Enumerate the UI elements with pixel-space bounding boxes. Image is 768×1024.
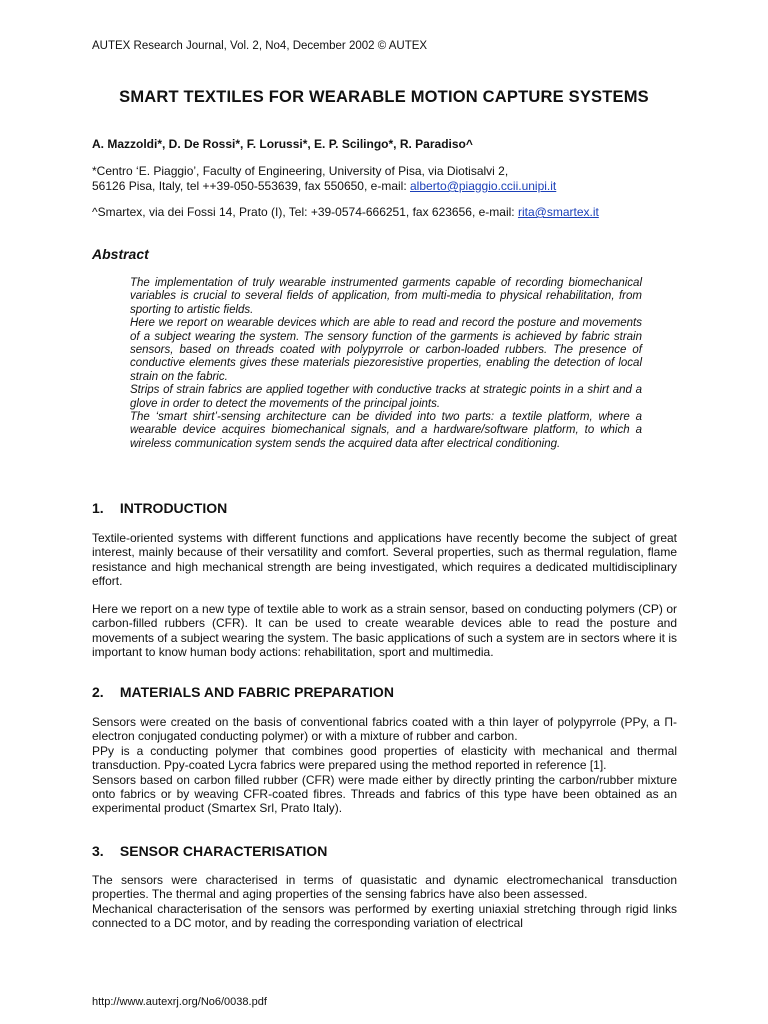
affiliation-pisa — [92, 164, 692, 194]
body-paragraph: Textile-oriented systems with different functions and applications have recently become the subject of great interest, mainly because of their versatility and comfort. Several properties, such as thermal regulation, flame resistance and high mechanical strength are being investigated, which requires a dedicated multidisciplinary effort. — [92, 531, 677, 589]
section-body-introduction — [92, 531, 677, 589]
section-body-materials — [92, 715, 677, 816]
section-heading-introduction — [92, 500, 227, 516]
section-number: 3. — [92, 843, 104, 859]
section-title: MATERIALS AND FABRIC PREPARATION — [119, 684, 394, 700]
paper-title: SMART TEXTILES FOR WEARABLE MOTION CAPTURE SYSTEMS — [119, 88, 649, 106]
section-number: 2. — [92, 684, 104, 700]
email-link-rita[interactable]: rita@smartex.it — [517, 205, 599, 219]
section-number: 1. — [92, 500, 104, 516]
section-body-characterisation — [92, 873, 677, 931]
body-paragraph: The sensors were characterised in terms of quasistatic and dynamic electromechanical transduction properties. The thermal and aging properties of the sensing fabrics have also been assessed. — [92, 873, 677, 902]
abstract-heading: Abstract — [92, 246, 149, 262]
section-title: SENSOR CHARACTERISATION — [119, 843, 328, 859]
body-paragraph: Mechanical characterisation of the sensors was performed by exerting uniaxial stretching through rigid links connected to a DC motor, and by reading the corresponding variation of electrical — [92, 901, 677, 931]
journal-header: AUTEX Research Journal, Vol. 2, No4, December 2002 © AUTEX — [92, 40, 428, 52]
abstract-paragraph: The ‘smart shirt’-sensing architecture can be divided into two parts: a textile platform, where a wearable device acquires biomechanical signals, and a hardware/software platform, to which a wireless communication system sends the acquired data after electrical conditioning. — [130, 411, 642, 450]
section-heading-characterisation — [92, 843, 327, 859]
section-heading-materials — [92, 684, 394, 700]
affiliation-pisa-contact: 56126 Pisa, Italy, tel ++39-050-553639, fax 550650, e-mail: — [92, 179, 410, 193]
email-link-alberto[interactable]: alberto@piaggio.ccii.unipi.it — [410, 179, 557, 193]
abstract-paragraph: Strips of strain fabrics are applied together with conductive tracks at strategic points in a shirt and a glove in order to detect the movements of the principal joints. — [130, 384, 642, 410]
section-body-introduction-2 — [92, 602, 677, 660]
body-paragraph: Sensors based on carbon filled rubber (CFR) were made either by directly printing the carbon/rubber mixture onto fabrics or by weaving CFR-coated fibres. Threads and fabrics of this type have been obtained as an experimental product (Smartex Srl, Prato Italy). — [92, 772, 677, 816]
abstract-paragraph: Here we report on wearable devices which are able to read and record the posture and movements of a subject wearing the system. The sensory function of the garments is achieved by fabric strain sensors, based on threads coated with polypyrrole or carbon-loaded rubbers. The presence of conductive elements gives these materials piezoresistive properties, enabling the detection of local strain on the fabric. — [130, 317, 642, 383]
footer-url[interactable]: http://www.autexrj.org/No6/0038.pdf — [92, 996, 267, 1008]
body-paragraph: PPy is a conducting polymer that combines good properties of elasticity with mechanical and thermal transduction. Ppy-coated Lycra fabrics were prepared using the method reported in reference [1]. — [92, 743, 677, 773]
affiliation-pisa-line1: *Centro ‘E. Piaggio’, Faculty of Engineering, University of Pisa, via Diotisalvi 2, — [92, 164, 509, 178]
abstract-paragraph: The implementation of truly wearable instrumented garments capable of recording biomechanical variables is crucial to several fields of application, from multi-media to physical rehabilitation, from sporting to artistic fields. — [130, 277, 642, 316]
affiliation-pisa-line2 — [92, 179, 692, 194]
body-paragraph: Sensors were created on the basis of conventional fabrics coated with a thin layer of polypyrrole (PPy, a Π-electron conjugated conducting polymer) or with a mixture of rubber and carbon. — [92, 715, 677, 744]
affiliation-smartex — [92, 205, 692, 219]
author-list: A. Mazzoldi*, D. De Rossi*, F. Lorussi*, E. P. Scilingo*, R. Paradiso^ — [92, 137, 473, 151]
abstract-body — [130, 277, 642, 451]
section-title: INTRODUCTION — [119, 500, 228, 516]
body-paragraph: Here we report on a new type of textile able to work as a strain sensor, based on conducting polymers (CP) or carbon-filled rubbers (CFR). It can be used to create wearable devices able to read the posture and movements of a subject wearing the system. The basic applications of such a system are in sectors where it is important to know human body actions: rehabilitation, sport and multimedia. — [92, 602, 677, 660]
affiliation-smartex-contact: ^Smartex, via dei Fossi 14, Prato (I), Tel: +39-0574-666251, fax 623656, e-mail: — [92, 205, 518, 219]
